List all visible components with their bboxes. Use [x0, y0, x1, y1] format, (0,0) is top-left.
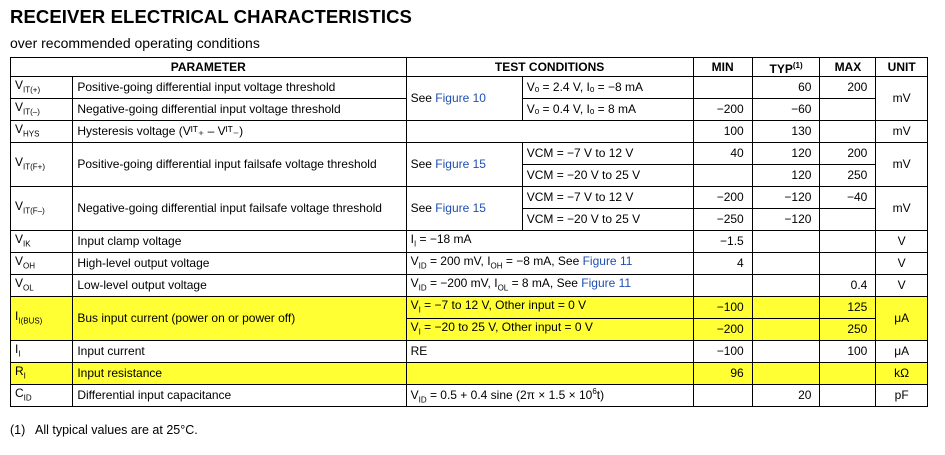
description-cell: Input resistance: [73, 363, 406, 385]
min-cell: 100: [693, 121, 752, 143]
min-cell: [693, 165, 752, 187]
header-row: [11, 58, 928, 77]
unit-cell: V: [876, 275, 928, 297]
max-cell: [820, 253, 876, 275]
table-row: [11, 231, 928, 253]
min-cell: −1.5: [693, 231, 752, 253]
typ-cell: 20: [752, 385, 820, 407]
test-condition-cell: See Figure 10: [406, 77, 522, 121]
unit-cell: mV: [876, 143, 928, 187]
figure-10-link[interactable]: Figure 10: [435, 91, 486, 105]
table-row: [11, 341, 928, 363]
typ-cell: 120: [752, 143, 820, 165]
test-condition-cell: VCM = −20 V to 25 V: [522, 165, 693, 187]
typ-cell: [752, 297, 820, 319]
unit-cell: kΩ: [876, 363, 928, 385]
table-row-highlighted: [11, 363, 928, 385]
max-cell: [820, 209, 876, 231]
characteristics-table: [10, 57, 928, 407]
typ-cell: −60: [752, 99, 820, 121]
description-cell: High-level output voltage: [73, 253, 406, 275]
figure-11-link[interactable]: Figure 11: [582, 253, 633, 268]
min-cell: −200: [693, 99, 752, 121]
unit-cell: V: [876, 253, 928, 275]
max-cell: 250: [820, 165, 876, 187]
min-cell: [693, 275, 752, 297]
typ-cell: [752, 275, 820, 297]
table-row: [11, 77, 928, 99]
page-title: RECEIVER ELECTRICAL CHARACTERISTICS: [10, 6, 412, 27]
description-cell: Input clamp voltage: [73, 231, 406, 253]
test-condition-cell: $V_I = -7$ to 12 V, Other input = 0 V: [406, 297, 693, 319]
max-cell: 200: [820, 143, 876, 165]
unit-cell: μA: [876, 341, 928, 363]
max-cell: [820, 363, 876, 385]
description-cell: Positive-going differential input voltage threshold: [73, 77, 406, 99]
figure-11-link[interactable]: Figure 11: [581, 275, 632, 290]
typ-cell: 60: [752, 77, 820, 99]
header-typ: [752, 58, 820, 77]
symbol-cell: $I_{I(BUS)}$: [11, 297, 73, 341]
max-cell: [820, 231, 876, 253]
test-condition-cell: [406, 363, 693, 385]
symbol-cell: $V_{IT(F+)}$: [11, 143, 73, 187]
typ-cell: [752, 341, 820, 363]
min-cell: 96: [693, 363, 752, 385]
typ-cell: −120: [752, 209, 820, 231]
test-condition-cell: Vₒ = 0.4 V, Iₒ = 8 mA: [522, 99, 693, 121]
description-cell: Negative-going differential input failsafe voltage threshold: [73, 187, 406, 231]
description-cell: Differential input capacitance: [73, 385, 406, 407]
min-cell: −100: [693, 341, 752, 363]
symbol-cell: $V_{IT(F-)}$: [11, 187, 73, 231]
test-condition-cell: RE: [406, 341, 693, 363]
min-cell: [693, 77, 752, 99]
min-cell: −200: [693, 187, 752, 209]
figure-15-link[interactable]: Figure 15: [435, 157, 486, 171]
description-cell: Low-level output voltage: [73, 275, 406, 297]
symbol-cell: $R_I$: [11, 363, 73, 385]
max-cell: [820, 385, 876, 407]
typ-cell: 130: [752, 121, 820, 143]
symbol-cell: $V_{IT(-)}$: [11, 99, 73, 121]
max-cell: −40: [820, 187, 876, 209]
test-condition-cell: $I_I = -18$ mA: [406, 231, 693, 253]
test-condition-cell: $V_I = -20$ to 25 V, Other input = 0 V: [406, 319, 693, 341]
header-typ-note: (1): [792, 60, 803, 70]
min-cell: 40: [693, 143, 752, 165]
typ-cell: [752, 253, 820, 275]
typ-cell: −120: [752, 187, 820, 209]
header-typ-label: TYP: [769, 61, 793, 76]
page-subtitle: over recommended operating conditions: [10, 35, 260, 51]
table-row: [11, 385, 928, 407]
symbol-cell: $V_{IK}$: [11, 231, 73, 253]
table-row: [11, 143, 928, 165]
unit-cell: mV: [876, 121, 928, 143]
typ-cell: 120: [752, 165, 820, 187]
table-row: [11, 275, 928, 297]
min-cell: −100: [693, 297, 752, 319]
max-cell: 250: [820, 319, 876, 341]
test-condition-cell: $V_{ID} = -200$ mV, $I_{OL} = 8$ mA, See Figure 11: [406, 275, 693, 297]
description-cell: Input current: [73, 341, 406, 363]
min-cell: [693, 385, 752, 407]
test-condition-cell: Vₒ = 2.4 V, Iₒ = −8 mA: [522, 77, 693, 99]
test-condition-cell: [406, 121, 693, 143]
header-unit: UNIT: [876, 58, 928, 77]
min-cell: −200: [693, 319, 752, 341]
min-cell: 4: [693, 253, 752, 275]
table-row-highlighted: [11, 297, 928, 319]
max-cell: 125: [820, 297, 876, 319]
unit-cell: V: [876, 231, 928, 253]
test-condition-cell: VCM = −7 V to 12 V: [522, 187, 693, 209]
test-condition-cell: VCM = −7 V to 12 V: [522, 143, 693, 165]
unit-cell: mV: [876, 187, 928, 231]
min-cell: −250: [693, 209, 752, 231]
symbol-cell: $V_{OH}$: [11, 253, 73, 275]
test-condition-cell: $V_{ID} = 0.5 + 0.4$ sine $(2\pi \times 1.5 \times 10^6t)$: [406, 385, 693, 407]
description-cell: Hysteresis voltage (Vᴵᵀ₊ – Vᴵᵀ₋): [73, 121, 406, 143]
symbol-cell: $V_{HYS}$: [11, 121, 73, 143]
test-condition-cell: See Figure 15: [406, 187, 522, 231]
symbol-cell: $C_{ID}$: [11, 385, 73, 407]
symbol-cell: $V_{OL}$: [11, 275, 73, 297]
max-cell: [820, 99, 876, 121]
max-cell: 100: [820, 341, 876, 363]
header-max: MAX: [820, 58, 876, 77]
max-cell: 0.4: [820, 275, 876, 297]
header-parameter: PARAMETER: [11, 58, 407, 77]
typ-cell: [752, 363, 820, 385]
symbol-cell: $V_{IT(+)}$: [11, 77, 73, 99]
max-cell: [820, 121, 876, 143]
test-condition-cell: See Figure 15: [406, 143, 522, 187]
test-condition-cell: $V_{ID} = 200$ mV, $I_{OH} = -8$ mA, See Figure 11: [406, 253, 693, 275]
description-cell: Bus input current (power on or power off): [73, 297, 406, 341]
header-test-conditions: TEST CONDITIONS: [406, 58, 693, 77]
unit-cell: pF: [876, 385, 928, 407]
table-row: [11, 253, 928, 275]
description-cell: Positive-going differential input failsafe voltage threshold: [73, 143, 406, 187]
header-min: MIN: [693, 58, 752, 77]
typ-cell: [752, 231, 820, 253]
typ-cell: [752, 319, 820, 341]
description-cell: Negative-going differential input voltage threshold: [73, 99, 406, 121]
table-row: [11, 121, 928, 143]
unit-cell: mV: [876, 77, 928, 121]
unit-cell: μA: [876, 297, 928, 341]
figure-15-link[interactable]: Figure 15: [435, 201, 486, 215]
test-condition-cell: VCM = −20 V to 25 V: [522, 209, 693, 231]
table-row: [11, 187, 928, 209]
symbol-cell: $I_I$: [11, 341, 73, 363]
max-cell: 200: [820, 77, 876, 99]
footnote: (1) All typical values are at 25°C.: [10, 423, 198, 437]
